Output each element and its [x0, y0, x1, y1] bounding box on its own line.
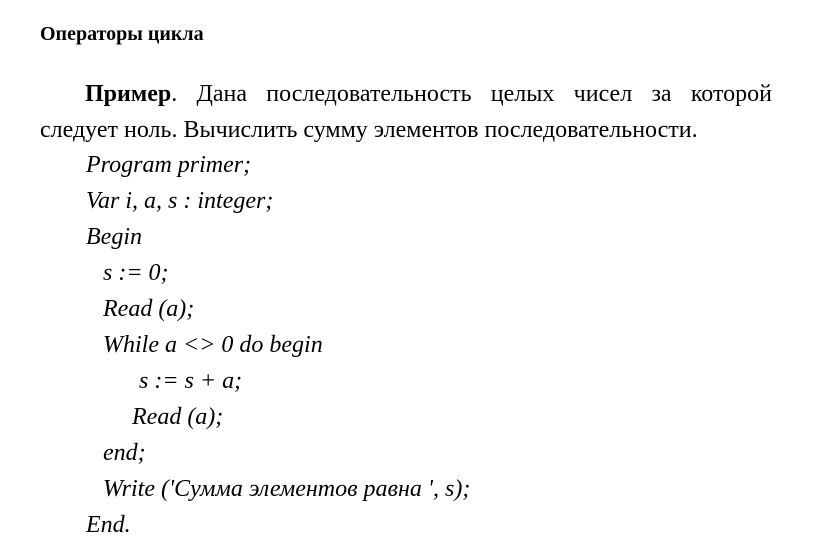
- code-line: Program primer;: [86, 152, 252, 178]
- code-line: Var i, a, s : integer;: [86, 188, 274, 214]
- code-line: End.: [86, 512, 131, 538]
- code-line: Write ('Сумма элементов равна ', s);: [103, 476, 471, 502]
- code-line: s := s + a;: [139, 368, 243, 394]
- code-line: end;: [103, 440, 146, 466]
- code-line: Read (a);: [132, 404, 224, 430]
- code-line: While a <> 0 do begin: [103, 332, 323, 358]
- code-line: Read (a);: [103, 296, 195, 322]
- example-paragraph: [40, 76, 772, 148]
- example-label: Пример: [85, 81, 172, 107]
- code-line: s := 0;: [103, 260, 169, 286]
- section-title: Операторы цикла: [40, 23, 204, 45]
- code-line: Begin: [86, 224, 142, 250]
- example-text: . Дана последовательность целых чисел за которой следует ноль. Вычислить сумму элементов последовательности.: [40, 81, 772, 143]
